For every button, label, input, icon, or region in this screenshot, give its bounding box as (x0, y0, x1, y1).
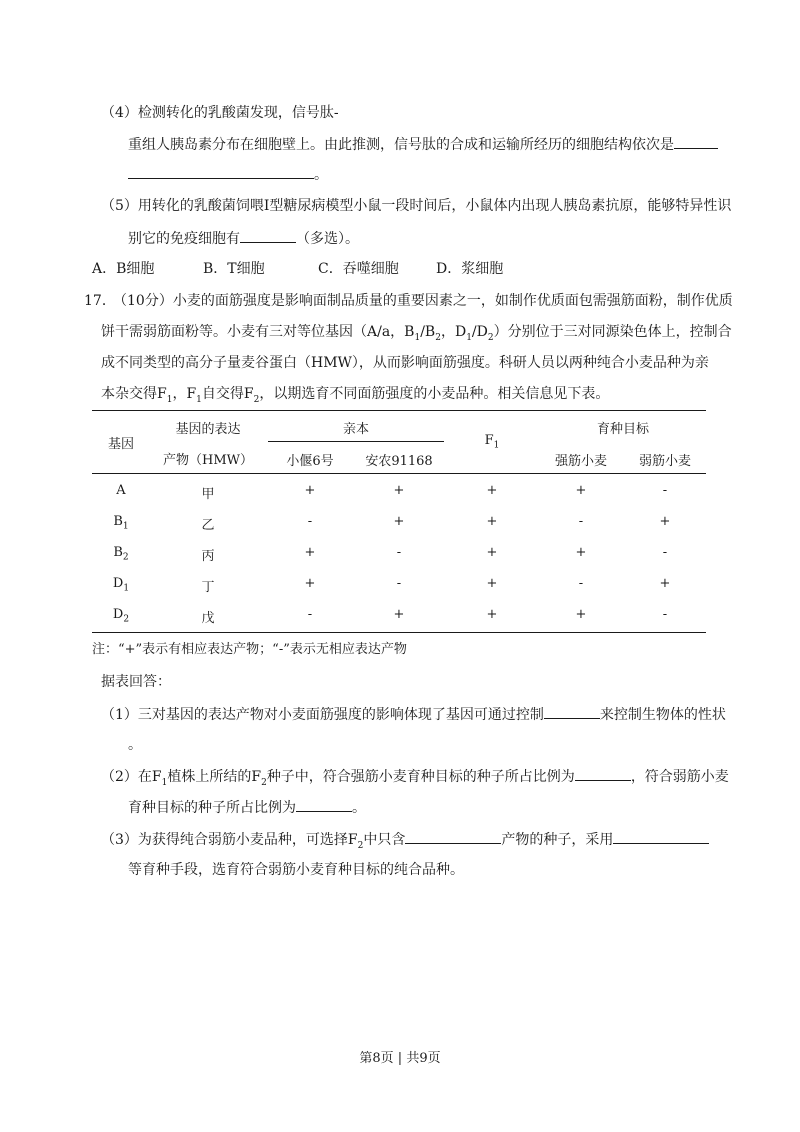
answer-blank (240, 228, 296, 243)
option-a: A．B细胞 (92, 261, 155, 277)
row-parent-1: + (304, 545, 316, 560)
row-f1: + (486, 514, 498, 529)
row-weak: - (662, 607, 668, 622)
answer-blank (674, 134, 718, 149)
q17-sub1-line1 (101, 704, 726, 725)
header-f1: $F_1$ (484, 433, 500, 451)
page-footer: 第8页 | 共9页 (359, 1051, 441, 1066)
row-f1: + (486, 576, 498, 591)
row-weak: - (662, 545, 668, 560)
q17-sub3-line2: 等育种手段，选育符合弱筋小麦育种目标的纯合品种。 (128, 862, 464, 878)
row-parent-2: + (393, 607, 405, 622)
row-product: 乙 (201, 518, 215, 533)
header-weak-wheat: 弱筋小麦 (638, 454, 691, 469)
q17-intro-line3: 成不同类型的高分子量麦谷蛋白（HMW），从而影响面筋强度。科研人员以两种纯合小麦品种为亲 (101, 355, 709, 371)
row-weak: - (662, 483, 668, 498)
q16-part4-line1: （4）检测转化的乳酸菌发现，信号肽- (101, 105, 339, 121)
row-strong: - (578, 576, 584, 591)
answer-blank (613, 829, 709, 844)
row-gene: $D_2$ (112, 607, 130, 625)
answer-blank (405, 829, 501, 844)
q17-sub1-text: （1）三对基因的表达产物对小麦面筋强度的影响体现了基因可通过控制 (101, 707, 544, 723)
row-strong: - (578, 514, 584, 529)
row-product: 戊 (201, 611, 215, 626)
header-expression: 基因的表达 (175, 422, 241, 437)
row-gene: $B_1$ (113, 514, 129, 532)
row-gene: A (116, 483, 126, 498)
q17-sub3-line1: （3）为获得纯合弱筋小麦品种，可选择$F_2$中只含 产物的种子，采用 (101, 829, 709, 856)
header-strong-wheat: 强筋小麦 (554, 454, 607, 469)
row-f1: + (486, 607, 498, 622)
header-breeding-target: 育种目标 (596, 422, 649, 437)
q17-number: 17． (84, 293, 116, 309)
row-f1: + (486, 483, 498, 498)
header-parents: 亲本 (342, 422, 369, 437)
option-b: B．T细胞 (203, 261, 265, 277)
table-note: 注：“+”表示有相应表达产物；“-”表示无相应表达产物 (92, 642, 407, 657)
row-parent-2: - (396, 576, 402, 591)
row-parent-1: - (307, 514, 313, 529)
answer-blank (296, 797, 352, 812)
row-parent-2: - (396, 545, 402, 560)
row-f1: + (486, 545, 498, 560)
q17-intro-line2: 饼干需弱筋面粉等。小麦有三对等位基因（A/a，$B_1/B_2$，$D_1/D_2$）分别位于三对同源染色体上，控制合 (101, 324, 732, 343)
row-strong: + (575, 545, 587, 560)
q17-sub2-line2 (128, 797, 366, 818)
answer-blank (128, 164, 314, 179)
row-strong: + (575, 607, 587, 622)
row-parent-1: - (307, 607, 313, 622)
row-gene: $D_1$ (112, 576, 130, 594)
row-product: 丁 (201, 580, 215, 595)
period-text: 。 (314, 167, 328, 183)
q17-sub1-line2: 。 (128, 737, 142, 753)
table-header-rule (92, 473, 706, 474)
row-gene: $B_2$ (113, 545, 129, 563)
header-gene: 基因 (107, 437, 134, 452)
option-c: C．吞噬细胞 (318, 261, 399, 277)
q16-part4-line3 (128, 164, 328, 185)
q17-intro-line1: （10分）小麦的面筋强度是影响面制品质量的重要因素之一，如制作优质面包需强筋面粉，制作优质 (113, 293, 733, 309)
option-d: D．浆细胞 (436, 261, 504, 277)
table-top-rule (92, 410, 706, 411)
header-parent-1: 小偃6号 (286, 454, 334, 469)
q16-part5-line1: （5）用转化的乳酸菌饲喂Ⅰ型糖尿病模型小鼠一段时间后，小鼠体内出现人胰岛素抗原，能够特异性识 (101, 198, 732, 214)
row-weak: + (659, 514, 671, 529)
q16-part5-line2 (128, 228, 359, 249)
header-product: 产物（HMW） (162, 453, 253, 468)
row-parent-2: + (393, 483, 405, 498)
q17-sub2-line1: （2）在$F_1$植株上所结的$F_2$种子中，符合强筋小麦育种目标的种子所占比例为 ，符合弱筋小麦 (101, 766, 729, 793)
q17-sub1-suffix: 来控制生物体的性状 (599, 707, 726, 723)
period-text: 。 (352, 800, 366, 816)
answer-intro: 据表回答： (101, 674, 171, 690)
answer-blank (575, 766, 631, 781)
row-strong: + (575, 483, 587, 498)
table-bottom-rule (92, 632, 706, 633)
row-parent-2: + (393, 514, 405, 529)
q16-part4-line2 (128, 134, 718, 155)
row-product: 甲 (201, 487, 215, 502)
q17-intro-line4: 本杂交得$F_1$，$F_1$自交得$F_2$，以期选育不同面筋强度的小麦品种。相关信息见下表。 (101, 386, 610, 405)
answer-blank (544, 704, 600, 719)
row-weak: + (659, 576, 671, 591)
row-product: 丙 (201, 549, 215, 564)
row-parent-1: + (304, 483, 316, 498)
header-parent-2: 安农91168 (365, 454, 433, 469)
q16-part5-suffix: （多选）。 (296, 231, 359, 247)
row-parent-1: + (304, 576, 316, 591)
q16-part5-text: 别它的免疫细胞有 (128, 231, 240, 247)
q17-sub2-text: 育种目标的种子所占比例为 (128, 800, 296, 816)
q16-part4-text: 重组人胰岛素分布在细胞壁上。由此推测，信号肽的合成和运输所经历的细胞结构依次是 (128, 137, 674, 153)
parent-underline (268, 441, 444, 442)
